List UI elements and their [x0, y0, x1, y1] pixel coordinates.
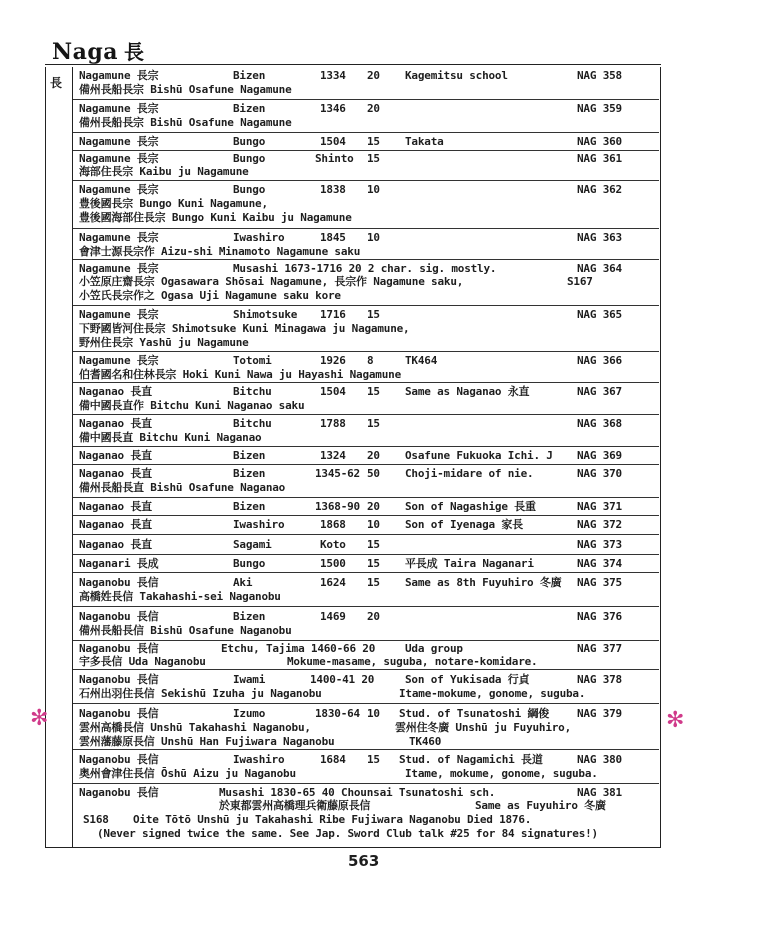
table-row: [73, 181, 659, 229]
entry-cell: 20: [367, 500, 380, 513]
entry-cell: 石州出羽住長信 Sekishū Izuha ju Naganobu: [79, 687, 322, 700]
entry-cell: Naganobu 長信: [79, 707, 159, 720]
entry-line: [73, 135, 659, 149]
entry-line: [73, 385, 659, 399]
entry-cell: 10: [367, 518, 380, 531]
entry-cell: 1830-64: [315, 707, 360, 720]
entry-cell: 1684: [320, 753, 346, 766]
entry-cell: NAG 376: [577, 610, 622, 623]
entry-line: [73, 753, 659, 767]
entry-cell: 備中國長直 Bitchu Kuni Naganao: [79, 431, 262, 444]
table-row: [73, 383, 659, 415]
entry-cell: Bitchu: [233, 417, 272, 430]
entry-cell: Iwami: [233, 673, 266, 686]
entry-line: [73, 590, 659, 604]
entry-cell: 雲州高橋長信 Unshū Takahashi Naganobu,: [79, 721, 311, 734]
entry-cell: 15: [367, 576, 380, 589]
entry-line: [73, 211, 659, 225]
entry-cell: 1716: [320, 308, 346, 321]
table-row: [73, 498, 659, 516]
entry-cell: 10: [367, 231, 380, 244]
table-row: [73, 151, 659, 181]
entry-cell: 20: [367, 449, 380, 462]
entry-cell: 1324: [320, 449, 346, 462]
entry-line: [73, 102, 659, 116]
entry-cell: Nagamune 長宗: [79, 262, 159, 275]
table-row: [73, 67, 659, 100]
entry-line: [73, 500, 659, 514]
entry-cell: 1926: [320, 354, 346, 367]
entry-cell: Son of Yukisada 行貞: [405, 673, 530, 686]
entry-line: [73, 827, 659, 841]
entry-cell: 8: [367, 354, 374, 367]
entry-cell: S167: [567, 275, 593, 288]
side-kanji-marker: 長: [50, 76, 63, 90]
title-romaji: Naga: [52, 39, 119, 65]
entry-cell: TK464: [405, 354, 438, 367]
entry-line: [73, 165, 659, 179]
entry-cell: Nagamune 長宗: [79, 354, 159, 367]
entry-cell: 1500: [320, 557, 346, 570]
table-row: [73, 415, 659, 447]
entry-line: [73, 610, 659, 624]
entry-line: [73, 557, 659, 571]
entry-cell: 1845: [320, 231, 346, 244]
entry-line: [73, 245, 659, 259]
entry-cell: Bungo: [233, 135, 266, 148]
entry-cell: 1345-62: [315, 467, 360, 480]
entry-cell: Bizen: [233, 449, 266, 462]
entry-cell: NAG 368: [577, 417, 622, 430]
table-row: [73, 465, 659, 498]
entry-cell: Uda group: [405, 642, 463, 655]
entry-cell: 1868: [320, 518, 346, 531]
entry-line: [73, 642, 659, 656]
entry-line: [73, 655, 659, 669]
entry-cell: NAG 367: [577, 385, 622, 398]
table-row: [73, 260, 659, 306]
entry-cell: NAG 361: [577, 152, 622, 165]
entry-line: [73, 576, 659, 590]
table-row: [73, 535, 659, 555]
entry-cell: 宇多長信 Uda Naganobu: [79, 655, 206, 668]
entry-cell: 雲州住冬廣 Unshū ju Fuyuhiro,: [395, 721, 572, 734]
entry-cell: 15: [367, 135, 380, 148]
entry-cell: NAG 358: [577, 69, 622, 82]
entry-cell: Itame-mokume, gonome, suguba.: [399, 687, 586, 700]
entry-line: [73, 467, 659, 481]
entry-line: [73, 262, 659, 276]
entry-cell: Oite Tōtō Unshū ju Takahashi Ribe Fujiwara Naganobu Died 1876.: [133, 813, 532, 826]
entry-line: [73, 231, 659, 245]
entry-cell: Naganao 長直: [79, 500, 152, 513]
entry-cell: NAG 365: [577, 308, 622, 321]
entry-cell: 備州長船長直 Bishū Osafune Naganao: [79, 481, 286, 494]
table-row: [73, 447, 659, 465]
entry-cell: Bizen: [233, 500, 266, 513]
entry-cell: 小笠原庄齋長宗 Ogasawara Shōsai Nagamune, 長宗作 Nagamune saku,: [79, 275, 464, 288]
entry-cell: NAG 360: [577, 135, 622, 148]
entry-cell: 1400-41 20: [310, 673, 375, 686]
entry-line: [73, 368, 659, 382]
entry-cell: Bungo: [233, 557, 266, 570]
entry-cell: NAG 374: [577, 557, 622, 570]
table-row: [73, 573, 659, 607]
entry-cell: Bungo: [233, 152, 266, 165]
entry-cell: Bizen: [233, 467, 266, 480]
entry-line: [73, 799, 659, 813]
entry-cell: NAG 378: [577, 673, 622, 686]
entry-cell: Bungo: [233, 183, 266, 196]
entry-cell: 奥州會津住長信 Ōshū Aizu ju Naganobu: [79, 767, 296, 780]
entry-line: [73, 721, 659, 735]
entry-cell: Nagamune 長宗: [79, 231, 159, 244]
entry-cell: Iwashiro: [233, 753, 285, 766]
entry-cell: 備中國長直作 Bitchu Kuni Naganao saku: [79, 399, 305, 412]
entry-cell: 於東都雲州高橋理兵衛藤原長信: [219, 799, 371, 812]
table-row: [73, 352, 659, 383]
entry-cell: TK460: [409, 735, 442, 748]
entry-cell: Sagami: [233, 538, 272, 551]
page-title: [52, 36, 145, 65]
entry-line: [73, 417, 659, 431]
entry-cell: NAG 381: [577, 786, 622, 799]
entry-cell: Iwashiro: [233, 518, 285, 531]
entry-cell: S168: [83, 813, 109, 826]
entry-cell: 15: [367, 538, 380, 551]
entry-line: [73, 767, 659, 781]
entry-line: [73, 538, 659, 552]
entry-cell: Stud. of Nagamichi 長道: [399, 753, 543, 766]
entry-cell: Same as Naganao 永直: [405, 385, 530, 398]
entry-cell: Naganao 長直: [79, 518, 152, 531]
entry-cell: NAG 369: [577, 449, 622, 462]
entry-cell: Son of Nagashige 長重: [405, 500, 536, 513]
entry-cell: NAG 359: [577, 102, 622, 115]
table-row: [73, 641, 659, 670]
entry-cell: Itame, mokume, gonome, suguba.: [405, 767, 598, 780]
entry-cell: 10: [367, 183, 380, 196]
entry-cell: Kagemitsu school: [405, 69, 508, 82]
entry-cell: 20: [367, 102, 380, 115]
entry-cell: 1334: [320, 69, 346, 82]
entry-cell: 15: [367, 385, 380, 398]
table-row: [73, 306, 659, 352]
entry-cell: 20: [367, 69, 380, 82]
table-row: [73, 704, 659, 750]
entry-cell: 豊後國海部住長宗 Bungo Kuni Kaibu ju Nagamune: [79, 211, 352, 224]
entry-cell: 1504: [320, 135, 346, 148]
table-row: [73, 516, 659, 535]
asterisk-mark-right: ✻: [666, 708, 685, 733]
entry-cell: Naganobu 長信: [79, 786, 159, 799]
entry-line: [73, 275, 659, 289]
entry-cell: 備州長船長宗 Bishū Osafune Nagamune: [79, 83, 292, 96]
entry-cell: Takata: [405, 135, 444, 148]
entry-line: [73, 152, 659, 166]
entry-line: [73, 289, 659, 303]
entry-cell: 1838: [320, 183, 346, 196]
entry-cell: 20: [367, 610, 380, 623]
entry-line: [73, 183, 659, 197]
entry-cell: Shimotsuke: [233, 308, 298, 321]
entry-cell: NAG 375: [577, 576, 622, 589]
entry-cell: NAG 371: [577, 500, 622, 513]
entry-cell: Bizen: [233, 102, 266, 115]
entry-cell: 10: [367, 707, 380, 720]
asterisk-mark-left: ✻: [30, 706, 49, 731]
entry-cell: 1788: [320, 417, 346, 430]
entry-cell: 會津士源長宗作 Aizu-shi Minamoto Nagamune saku: [79, 245, 361, 258]
entry-cell: Musashi 1830-65 40 Chounsai Tsunatoshi sch.: [219, 786, 496, 799]
entry-cell: Naganao 長直: [79, 385, 152, 398]
entry-cell: Naganobu 長信: [79, 673, 159, 686]
entry-cell: Naganao 長直: [79, 538, 152, 551]
entry-line: [73, 197, 659, 211]
table-row: [73, 555, 659, 573]
table-row: [73, 750, 659, 784]
entry-cell: 15: [367, 557, 380, 570]
entry-cell: 1346: [320, 102, 346, 115]
entry-cell: Naganobu 長信: [79, 610, 159, 623]
entry-line: [73, 69, 659, 83]
table-top-rule: [45, 64, 661, 65]
entry-cell: Naganobu 長信: [79, 753, 159, 766]
entry-cell: Naganao 長直: [79, 467, 152, 480]
entry-cell: NAG 377: [577, 642, 622, 655]
entry-cell: Naganao 長直: [79, 449, 152, 462]
entry-cell: Koto: [320, 538, 346, 551]
entry-line: [73, 673, 659, 687]
entry-cell: 高橋姓長信 Takahashi-sei Naganobu: [79, 590, 281, 603]
entry-cell: 小笠氏長宗作之 Ogasa Uji Nagamune saku kore: [79, 289, 341, 302]
entry-cell: NAG 370: [577, 467, 622, 480]
page-number: 563: [348, 852, 380, 870]
entry-line: [73, 322, 659, 336]
table-row: [73, 100, 659, 133]
entry-cell: Nagamune 長宗: [79, 308, 159, 321]
entry-line: [73, 707, 659, 721]
entry-cell: Izumo: [233, 707, 266, 720]
entry-cell: 50: [367, 467, 380, 480]
entry-cell: Totomi: [233, 354, 272, 367]
entry-line: [73, 786, 659, 800]
entry-cell: 海部住長宗 Kaibu ju Nagamune: [79, 165, 249, 178]
entry-cell: Aki: [233, 576, 253, 589]
entry-cell: 1504: [320, 385, 346, 398]
entry-cell: 備州長船長宗 Bishū Osafune Nagamune: [79, 116, 292, 129]
table-row: [73, 133, 659, 151]
entry-cell: 1624: [320, 576, 346, 589]
entry-cell: 伯耆國名和住林長宗 Hoki Kuni Nawa ju Hayashi Nagamune: [79, 368, 401, 381]
entry-cell: Nagamune 長宗: [79, 102, 159, 115]
entry-cell: 雲州藩藤原長信 Unshū Han Fujiwara Naganobu: [79, 735, 335, 748]
entry-line: [73, 481, 659, 495]
entry-cell: Iwashiro: [233, 231, 285, 244]
title-kanji: 長: [124, 40, 145, 64]
entry-cell: NAG 373: [577, 538, 622, 551]
entry-cell: NAG 363: [577, 231, 622, 244]
entry-line: [73, 399, 659, 413]
entry-cell: 野州住長宗 Yashū ju Nagamune: [79, 336, 249, 349]
entry-cell: Bizen: [233, 69, 266, 82]
entry-cell: Nagamune 長宗: [79, 69, 159, 82]
entry-cell: (Never signed twice the same. See Jap. Sword Club talk #25 for 84 signatures!): [97, 827, 598, 840]
entry-cell: Bitchu: [233, 385, 272, 398]
entry-cell: NAG 362: [577, 183, 622, 196]
table-row: [73, 229, 659, 260]
entry-line: [73, 735, 659, 749]
entry-cell: Etchu, Tajima 1460-66 20: [221, 642, 376, 655]
entry-cell: Naganao 長直: [79, 417, 152, 430]
entry-cell: 下野國皆河住長宗 Shimotsuke Kuni Minagawa ju Nagamune,: [79, 322, 410, 335]
entry-cell: 豊後國長宗 Bungo Kuni Nagamune,: [79, 197, 268, 210]
entry-cell: NAG 366: [577, 354, 622, 367]
entry-cell: 1469: [320, 610, 346, 623]
entry-cell: 15: [367, 308, 380, 321]
entry-cell: Son of Iyenaga 家長: [405, 518, 523, 531]
entry-cell: Bizen: [233, 610, 266, 623]
entry-cell: Stud. of Tsunatoshi 綱俊: [399, 707, 550, 720]
entry-cell: 1368-90: [315, 500, 360, 513]
entry-line: [73, 449, 659, 463]
entry-cell: Nagamune 長宗: [79, 183, 159, 196]
entry-cell: NAG 380: [577, 753, 622, 766]
entry-cell: NAG 379: [577, 707, 622, 720]
entry-cell: 15: [367, 152, 380, 165]
entry-cell: 備州長船長信 Bishū Osafune Naganobu: [79, 624, 292, 637]
entry-line: [73, 354, 659, 368]
entry-cell: Choji-midare of nie.: [405, 467, 534, 480]
entry-cell: Naganobu 長信: [79, 576, 159, 589]
entry-line: [73, 813, 659, 827]
entry-cell: NAG 372: [577, 518, 622, 531]
entry-line: [73, 624, 659, 638]
entry-cell: 平長成 Taira Naganari: [405, 557, 534, 570]
entry-line: [73, 336, 659, 350]
entry-line: [73, 83, 659, 97]
entry-line: [73, 431, 659, 445]
entry-cell: Musashi 1673-1716 20 2 char. sig. mostly.: [233, 262, 497, 275]
table-row: [73, 607, 659, 641]
entry-cell: 15: [367, 417, 380, 430]
entry-line: [73, 687, 659, 701]
table-row: [73, 670, 659, 704]
entry-cell: Same as Fuyuhiro 冬廣: [475, 799, 606, 812]
table-row: [73, 784, 659, 847]
entry-cell: Mokume-masame, suguba, notare-komidare.: [287, 655, 538, 668]
entry-line: [73, 116, 659, 130]
entry-cell: NAG 364: [577, 262, 622, 275]
entry-cell: Osafune Fukuoka Ichi. J: [405, 449, 553, 462]
entry-cell: Naganari 長成: [79, 557, 159, 570]
entry-cell: 15: [367, 753, 380, 766]
entry-line: [73, 518, 659, 532]
entry-cell: Shinto: [315, 152, 354, 165]
entry-cell: Nagamune 長宗: [79, 152, 159, 165]
entry-cell: Nagamune 長宗: [79, 135, 159, 148]
entry-cell: Same as 8th Fuyuhiro 冬廣: [405, 576, 562, 589]
entry-cell: Naganobu 長信: [79, 642, 159, 655]
entry-line: [73, 308, 659, 322]
